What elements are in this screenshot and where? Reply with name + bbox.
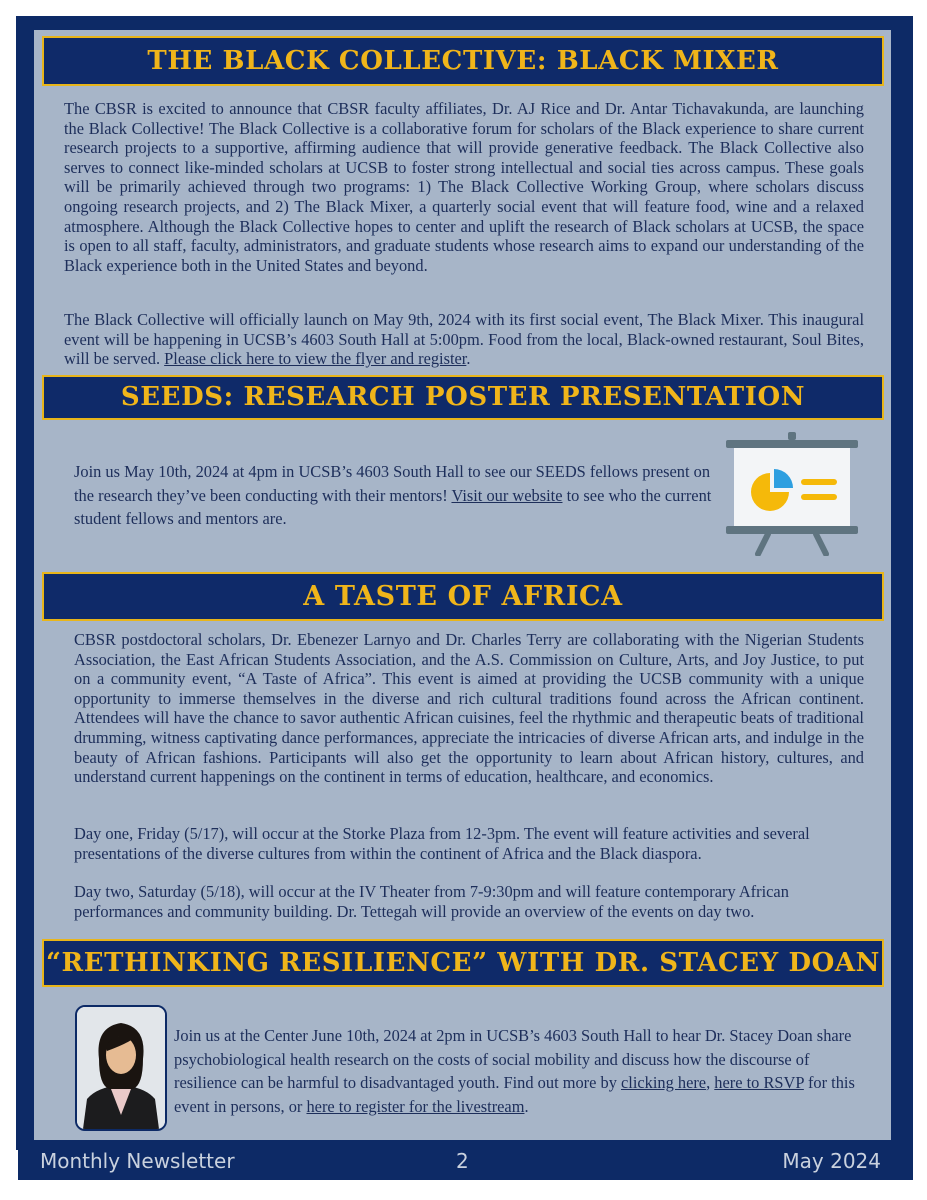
presentation-board-icon (724, 432, 860, 556)
board-top-bar (726, 440, 858, 448)
clicking-here-link[interactable]: clicking here (620, 1073, 707, 1092)
black-mixer-text: The Black Collective will officially launch on May 9th, 2024 with its first social event, The Black Mixer. This inaugural event will be happening in UCSB’s 4603 South Hall at 5:00pm. Food from the local, Black-owned restaurant, Soul Bites, will be served. (64, 310, 864, 369)
day-two-details: Day two, Saturday (5/18), will occur at the IV Theater from 7-9:30pm and will feature contemporary African performances and community building. Dr. Tettegah will provide an overview of the events on day two. (74, 882, 789, 921)
footer-date: May 2024 (782, 1149, 881, 1173)
board-bottom-bar (726, 526, 858, 534)
sep-comma: , (706, 1073, 715, 1092)
section-title-rethinking-resilience: “RETHINKING RESILIENCE” WITH DR. STACEY DOAN (42, 939, 884, 987)
day-one-details: Day one, Friday (5/17), will occur at the Storke Plaza from 12-3pm. The event will feature activities and several presentations of the diverse cultures from within the continent of Africa and the Black diaspora. (74, 824, 810, 863)
legend-line-2 (801, 494, 837, 500)
resilience-event-details (174, 1024, 866, 1118)
black-mixer-details (64, 310, 864, 369)
resilience-text: Join us at the Center June 10th, 2024 at 2pm in UCSB’s 4603 South Hall to hear Dr. Stacey Doan share psychobiological health research on the costs of social mobility and discuss how the discourse of resilience can be harmful to disadvantaged youth. Find out more by (174, 1026, 852, 1092)
section-title-taste-of-africa: A TASTE OF AFRICA (42, 572, 884, 621)
section-title-black-collective: THE BLACK COLLECTIVE: BLACK MIXER (42, 36, 884, 86)
board-hook (788, 432, 796, 440)
livestream-register-link[interactable]: here to register for the livestream (306, 1096, 525, 1116)
seeds-text: Join us May 10th, 2024 at 4pm in UCSB’s 4603 South Hall to see our SEEDS fellows present on the research they’ve been conducting with their mentors! (74, 462, 711, 505)
resilience-text-end: . (524, 1096, 529, 1116)
seeds-description (74, 460, 714, 531)
footer-bar (18, 1140, 913, 1180)
taste-of-africa-intro: CBSR postdoctoral scholars, Dr. Ebenezer Larnyo and Dr. Charles Terry are collaborating with the Nigerian Students Association, the East African Students Association, and the A.S. Commission on Culture, Arts, and Joy Justice, to put on a community event, “A Taste of Africa”. This event is aimed at providing the UCSB community with a unique opportunity to immerse themselves in the diverse and rich cultural traditions found across the African continent. Attendees will have the chance to savor authentic African cuisines, feel the rhythmic and therapeutic beats of traditional drumming, witness captivating dance performances, appreciate the intricacies of diverse African arts, and indulge in the beauty of African fashions. Participants will also get the opportunity to learn about African history, cultures, and understand current happenings on the continent in terms of education, healthcare, and economics. (74, 630, 864, 787)
black-collective-intro: The CBSR is excited to announce that CBSR faculty affiliates, Dr. AJ Rice and Dr. Antar Tichavakunda, are launching the Black Collective! The Black Collective is a collaborative forum for scholars of the Black experience to share current research projects to a supportive, affirming audience that will provide generative feedback. The Black Collective also serves to connect like-minded scholars at UCSB to foster strong intellectual and social ties across campus. These goals will be primarily achieved through two programs: 1) The Black Collective Working Group, where scholars discuss ongoing research projects, and 2) The Black Mixer, a quarterly social event that will feature food, wine and a relaxed atmosphere. Although the Black Collective hopes to center and uplift the research of Black scholars at UCSB, the space is open to all staff, faculty, administrators, and graduate students whose research aims to expand our understanding of the Black experience both in the United States and beyond. (64, 99, 864, 275)
board-leg-right (816, 534, 826, 554)
section-title-seeds: SEEDS: RESEARCH POSTER PRESENTATION (42, 375, 884, 420)
visit-website-link[interactable]: Visit our website (451, 485, 563, 505)
seeds-text-end: to see who the current student fellows and mentors are. (74, 485, 712, 528)
resilience-text-mid: for this event in persons, or (174, 1073, 855, 1116)
flyer-register-link[interactable]: Please click here to view the flyer and register (164, 349, 467, 369)
link-period: . (466, 349, 471, 369)
portrait-image (77, 1007, 165, 1129)
board-leg-left (758, 534, 768, 554)
stacey-doan-photo (75, 1005, 167, 1131)
legend-line-1 (801, 479, 837, 485)
page-number: 2 (456, 1149, 469, 1173)
footer-newsletter-label: Monthly Newsletter (40, 1149, 235, 1173)
rsvp-link[interactable]: here to RSVP (714, 1073, 804, 1092)
